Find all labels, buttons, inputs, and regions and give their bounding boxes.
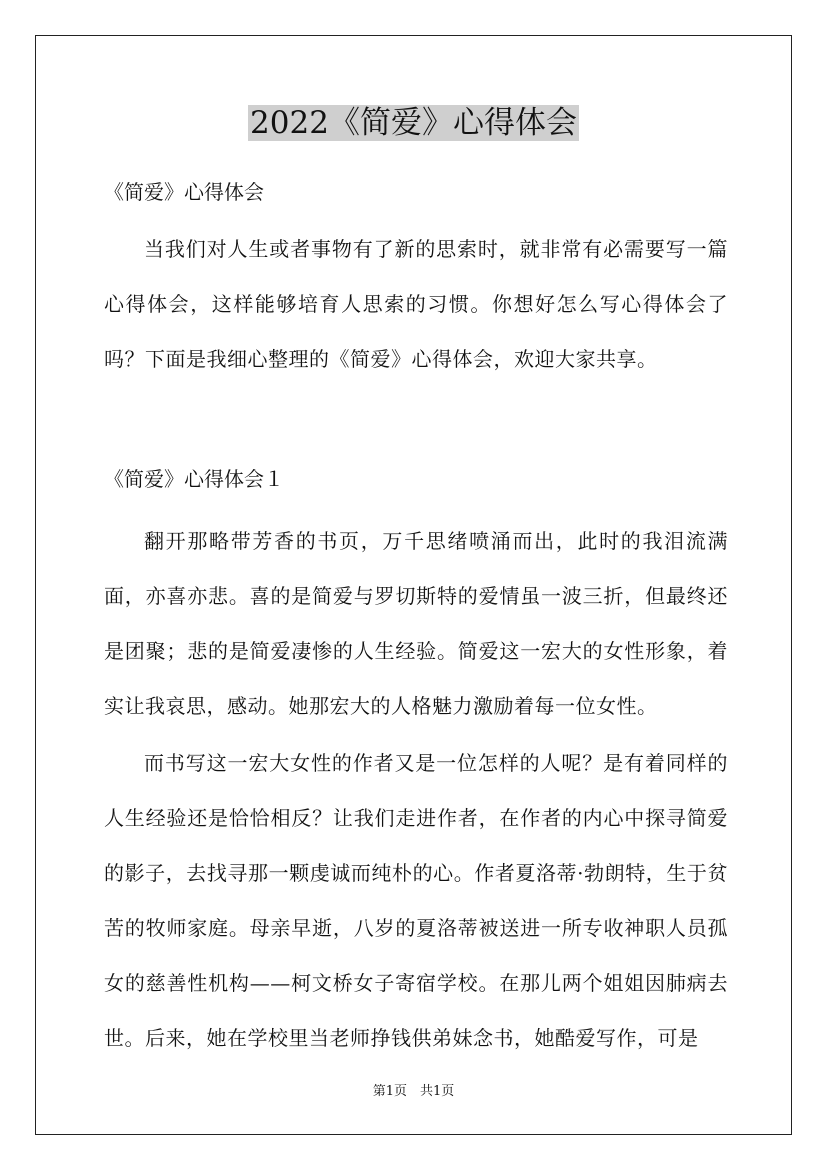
section-1-paragraph-1: 翻开那略带芳香的书页，万千思绪喷涌而出，此时的我泪流满面，亦喜亦悲。喜的是简爱与罗切斯特的爱情虽一波三折，但最终还是团聚；悲的是简爱凄惨的人生经验。简爱这一宏大的女性形象，着实让我哀思，感动。她那宏大的人格魅力激励着每一位女性。 [104,529,728,718]
page-footer: 第1页 共1页 [372,1084,455,1099]
spacer [104,212,728,222]
spacer [104,387,728,459]
section-1-heading: 《简爱》心得体会１ [104,467,284,491]
intro-heading: 《简爱》心得体会 [104,180,264,204]
document-body [104,172,728,1066]
section-1-paragraph-2: 而书写这一宏大女性的作者又是一位怎样的人呢？是有着同样的人生经验还是恰恰相反？让我们走进作者，在作者的内心中探寻简爱的影子，去找寻那一颗虔诚而纯朴的心。作者夏洛蒂·勃朗特，生于贫苦的牧师家庭。母亲早逝，八岁的夏洛蒂被送进一所专收神职人员孤女的慈善性机构——柯文桥女子寄宿学校。在那儿两个姐姐因肺病去世。后来，她在学校里当老师挣钱供弟妹念书，她酷爱写作，可是 [104,751,728,1050]
spacer [104,499,728,514]
document-title [0,102,827,144]
intro-paragraph: 当我们对人生或者事物有了新的思索时，就非常有必需要写一篇心得体会，这样能够培育人思索的习惯。你想好怎么写心得体会了吗？下面是我细心整理的《简爱》心得体会，欢迎大家共享。 [104,237,728,371]
document-title-text: 2022《简爱》心得体会 [250,105,577,141]
